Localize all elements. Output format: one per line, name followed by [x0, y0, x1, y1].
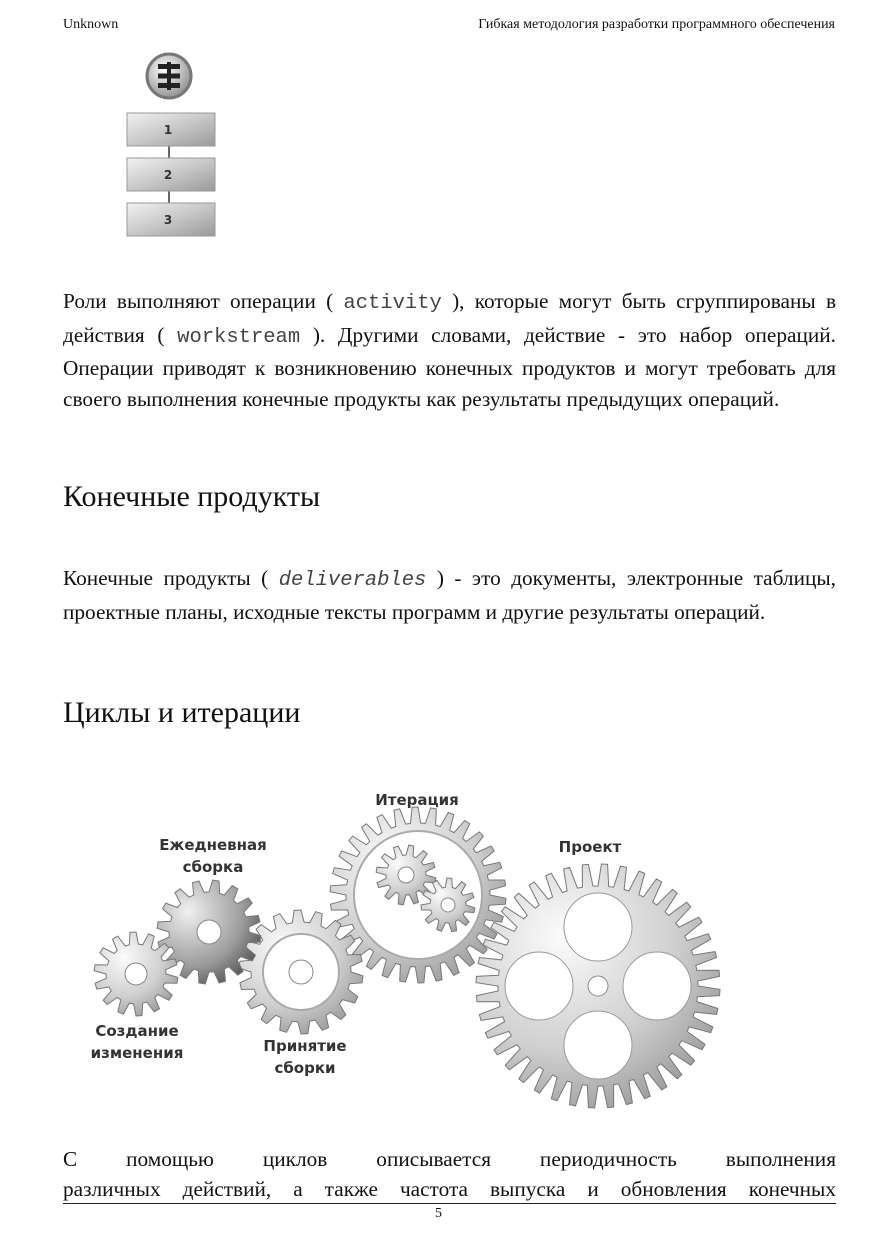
code-activity: activity — [343, 292, 442, 315]
section-deliverables-title: Конечные продукты — [63, 480, 321, 513]
header-right: Гибкая методология разработки программного обеспечения — [478, 17, 835, 32]
code-deliverables: deliverables — [278, 569, 427, 592]
page-number: 5 — [435, 1206, 442, 1221]
step-box-3 — [127, 203, 215, 236]
label-project: Проект — [558, 838, 622, 856]
gear-project-hole-2 — [623, 952, 691, 1020]
step-label-1: 1 — [163, 123, 173, 137]
paragraph-cycles-line2: различных действий, а также частота выпуска и обновления конечных — [63, 1177, 836, 1201]
step-box-2 — [127, 158, 215, 191]
gear-project-hole-4 — [505, 952, 573, 1020]
code-workstream: workstream — [177, 325, 301, 349]
label-iteration: Итерация — [375, 791, 459, 809]
paragraph-roles: Роли выполняют операции ( activity ), которые могут быть сгруппированы в действия ( workstream ). Другими словами, действие - это набор операций. Операции приводят к возникновению конечных продуктов и могут требовать для своего выполнения конечные продукты как результаты предыдущих операций. — [63, 289, 837, 411]
label-change-2: изменения — [90, 1044, 184, 1062]
label-accept-2: сборки — [274, 1059, 336, 1077]
paragraph-cycles-line1: С помощью циклов описывается периодичность выполнения — [63, 1147, 836, 1171]
label-daily-build-2: сборка — [182, 858, 244, 876]
paragraph-deliverables: Конечные продукты ( deliverables ) - это документы, электронные таблицы, проектные планы, исходные тексты программ и другие результаты операций. — [63, 566, 836, 624]
gear-project-hole-1 — [564, 893, 632, 961]
footer-divider — [63, 1203, 836, 1204]
gear-project-hole-3 — [564, 1011, 632, 1079]
workstream-icon — [147, 54, 191, 98]
step-box-1 — [127, 113, 215, 146]
label-change-1: Создание — [95, 1022, 179, 1040]
step-label-3: 3 — [163, 213, 173, 227]
label-daily-build-1: Ежедневная — [159, 836, 267, 854]
step-label-2: 2 — [163, 168, 173, 182]
header-left: Unknown — [63, 17, 119, 32]
label-accept-1: Принятие — [263, 1037, 347, 1055]
workstream-figure — [120, 50, 230, 242]
gears-figure — [0, 780, 877, 1120]
section-cycles-title: Циклы и итерации — [63, 696, 301, 729]
